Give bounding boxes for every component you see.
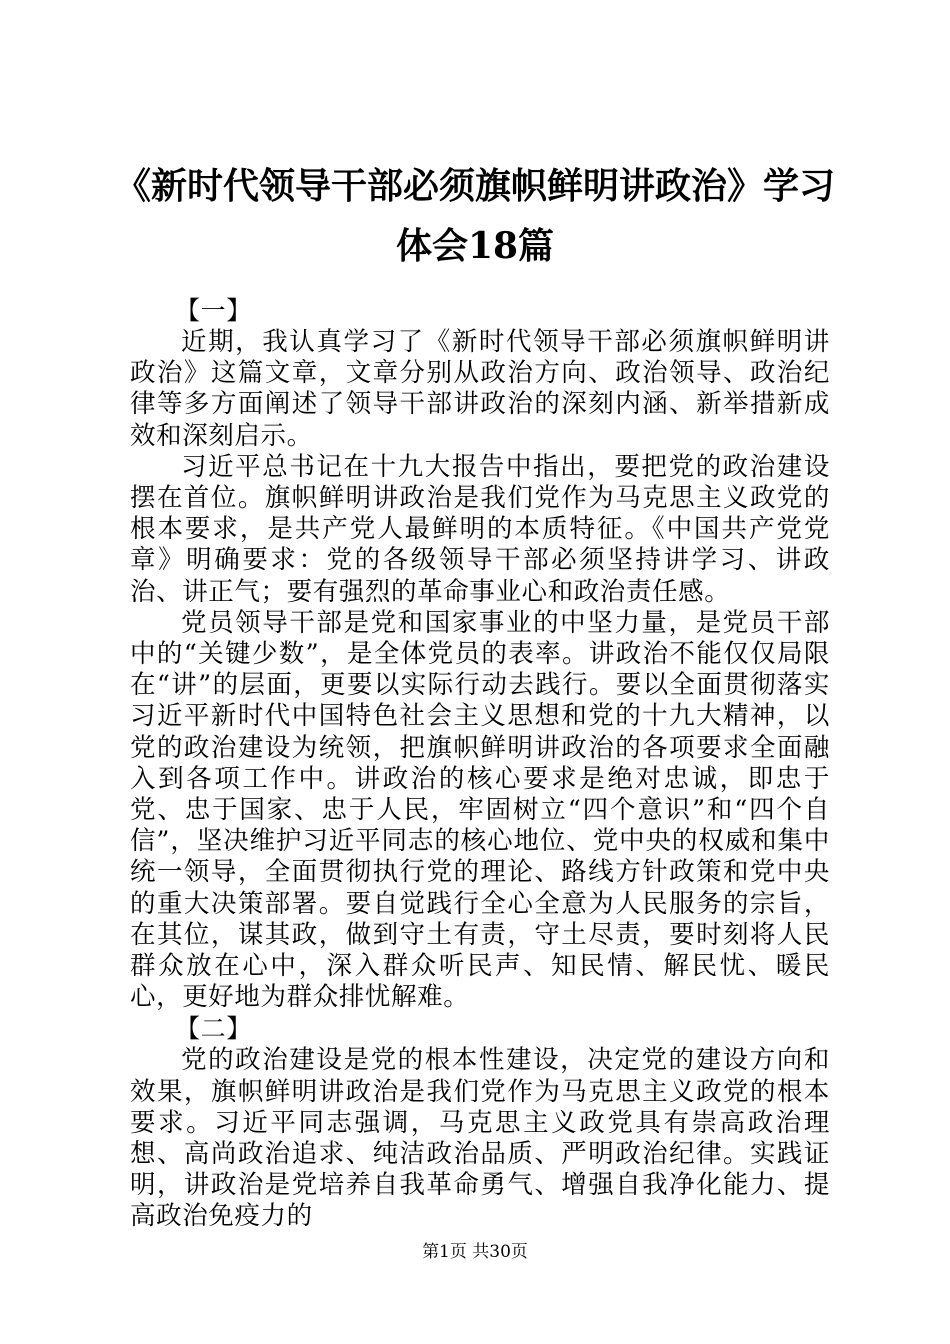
document-body [130, 295, 830, 1233]
title-line-2: 体会18篇 [395, 225, 555, 267]
paragraph: 党员领导干部是党和国家事业的中坚力量，是党员干部中的“关键少数”，是全体党员的表率。讲政治不能仅仅局限在“讲”的层面，更要以实际行动去践行。要以全面贯彻落实习近平新时代中国特色社会主义思想和党的十九大精神，以党的政治建设为统领，把旗帜鲜明讲政治的各项要求全面融入到各项工作中。讲政治的核心要求是绝对忠诚，即忠于党、忠于国家、忠于人民，牢固树立“四个意识”和“四个自信”，坚决维护习近平同志的核心地位、党中央的权威和集中统一领导，全面贯彻执行党的理论、路线方针政策和党中央的重大决策部署。要自觉践行全心全意为人民服务的宗旨，在其位，谋其政，做到守土有责，守土尽责，要时刻将人民群众放在心中，深入群众听民声、知民情、解民忧、暖民心，更好地为群众排忧解难。 [130, 607, 830, 1013]
title-line-1: 《新时代领导干部必须旗帜鲜明讲政治》学习 [114, 165, 835, 207]
section-heading-2: 【二】 [175, 1014, 252, 1044]
section-heading-1: 【一】 [175, 296, 252, 325]
paragraph: 党的政治建设是党的根本性建设，决定党的建设方向和效果，旗帜鲜明讲政治是我们党作为马克思主义政党的根本要求。习近平同志强调，马克思主义政党具有崇高政治理想、高尚政治追求、纯洁政治品质、严明政治纪律。实践证明，讲政治是党培养自我革命勇气、增强自我净化能力、提高政治免疫力的 [130, 1045, 830, 1232]
page-number-footer: 第1页 共30页 [422, 1242, 528, 1262]
paragraph: 习近平总书记在十九大报告中指出，要把党的政治建设摆在首位。旗帜鲜明讲政治是我们党作为马克思主义政党的根本要求，是共产党人最鲜明的本质特征。《中国共产党党章》明确要求：党的各级领导干部必须坚持讲学习、讲政治、讲正气；要有强烈的革命事业心和政治责任感。 [130, 451, 830, 607]
document-title [100, 156, 850, 276]
paragraph: 近期，我认真学习了《新时代领导干部必须旗帜鲜明讲政治》这篇文章，文章分别从政治方向、政治领导、政治纪律等多方面阐述了领导干部讲政治的深刻内涵、新举措新成效和深刻启示。 [130, 327, 830, 451]
